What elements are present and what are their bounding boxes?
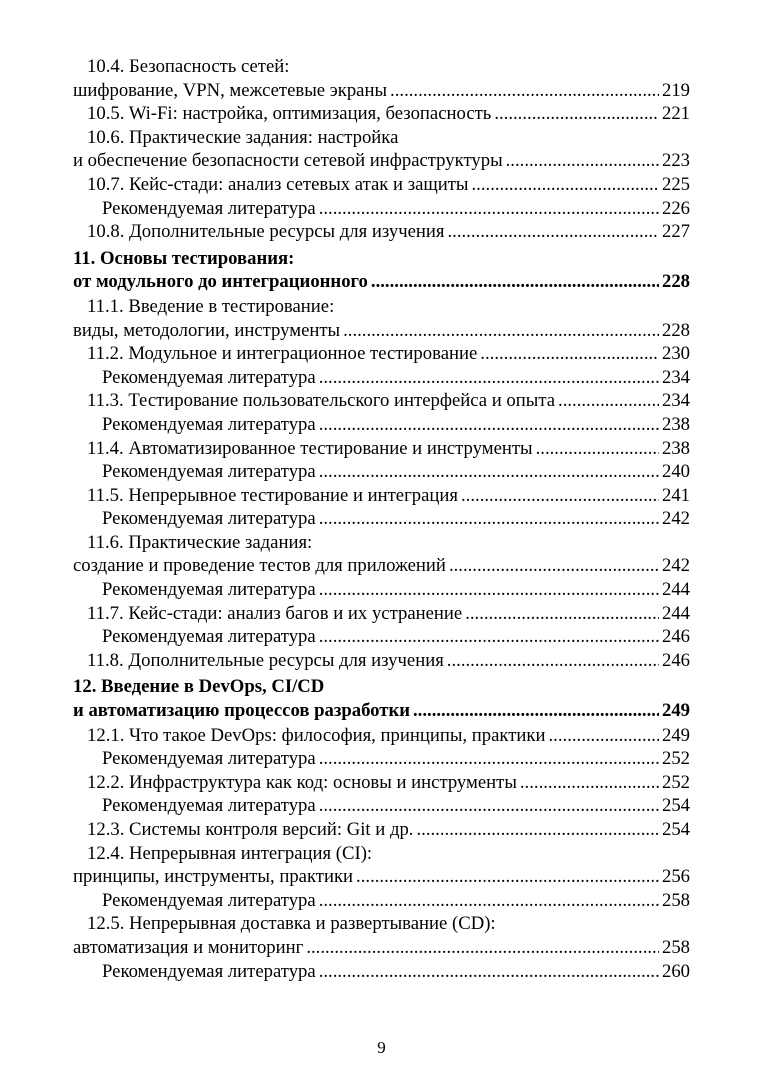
- page-number: 9: [377, 1038, 386, 1057]
- toc-entry-title: 12.1. Что такое DevOps: философия, принципы, практики: [87, 724, 546, 746]
- dot-leader: [371, 270, 659, 294]
- toc-entry[interactable]: [73, 960, 690, 984]
- toc-entry-page: 227: [661, 221, 690, 243]
- toc-entry-page: 256: [661, 866, 690, 888]
- toc-entry[interactable]: [73, 126, 690, 173]
- toc-entry-page: 258: [661, 936, 690, 958]
- toc-entry-page: 246: [661, 626, 690, 648]
- dot-leader: [319, 366, 659, 390]
- dot-leader: [472, 173, 659, 197]
- dot-leader: [319, 747, 659, 771]
- toc-entry-title: шифрование, VPN, межсетевые экраны: [73, 79, 388, 101]
- toc-entry-page: 219: [661, 79, 690, 101]
- toc-entry-page: 252: [661, 748, 690, 770]
- toc-entry[interactable]: [73, 295, 690, 342]
- toc-entry-page: 225: [661, 173, 690, 195]
- toc-entry-title-line: 12.5. Непрерывная доставка и развертывание (CD):: [87, 913, 496, 935]
- toc-entry-title: Рекомендуемая литература: [102, 748, 316, 770]
- toc-entry-title: 10.5. Wi-Fi: настройка, оптимизация, безопасность: [87, 103, 492, 125]
- toc-entry-page: 241: [661, 484, 690, 506]
- toc-entry-page: 238: [661, 437, 690, 459]
- toc-entry-page: 246: [661, 649, 690, 671]
- table-of-contents: [73, 55, 690, 983]
- toc-entry-title: Рекомендуемая литература: [102, 366, 316, 388]
- toc-entry[interactable]: [73, 747, 690, 771]
- toc-entry-page: 240: [661, 461, 690, 483]
- dot-leader: [319, 625, 659, 649]
- dot-leader: [461, 484, 659, 508]
- dot-leader: [319, 960, 659, 984]
- dot-leader: [390, 79, 659, 103]
- dot-leader: [319, 889, 659, 913]
- toc-entry[interactable]: [73, 366, 690, 390]
- dot-leader: [447, 649, 659, 673]
- dot-leader: [480, 342, 659, 366]
- toc-entry-title: Рекомендуемая литература: [102, 889, 316, 911]
- toc-entry-title: Рекомендуемая литература: [102, 579, 316, 601]
- toc-entry-page: 242: [661, 508, 690, 530]
- toc-entry[interactable]: [73, 197, 690, 221]
- dot-leader: [319, 413, 659, 437]
- dot-leader: [319, 578, 659, 602]
- toc-entry-title: 10.7. Кейс-стади: анализ сетевых атак и защиты: [87, 173, 469, 195]
- toc-entry-page: 260: [661, 960, 690, 982]
- toc-entry-title: Рекомендуемая литература: [102, 508, 316, 530]
- toc-entry[interactable]: [73, 55, 690, 102]
- toc-entry-title: Рекомендуемая литература: [102, 461, 316, 483]
- toc-entry-page: 252: [661, 771, 690, 793]
- toc-entry-page: 234: [661, 366, 690, 388]
- toc-entry-title: от модульного до интеграционного: [73, 271, 368, 293]
- toc-entry-page: 244: [661, 602, 690, 624]
- dot-leader: [319, 460, 659, 484]
- dot-leader: [319, 197, 659, 221]
- toc-entry[interactable]: [73, 173, 690, 197]
- toc-entry[interactable]: [73, 507, 690, 531]
- dot-leader: [413, 699, 659, 723]
- toc-entry-title: и автоматизацию процессов разработки: [73, 700, 410, 722]
- toc-entry-title-line: 11. Основы тестирования:: [73, 247, 295, 269]
- toc-entry[interactable]: [73, 389, 690, 413]
- toc-entry[interactable]: [73, 460, 690, 484]
- toc-entry-title: Рекомендуемая литература: [102, 960, 316, 982]
- toc-entry[interactable]: [73, 102, 690, 126]
- toc-entry[interactable]: [73, 413, 690, 437]
- toc-entry-page: 223: [661, 150, 690, 172]
- toc-entry-page: 258: [661, 889, 690, 911]
- toc-entry-title: Рекомендуемая литература: [102, 795, 316, 817]
- dot-leader: [536, 437, 659, 461]
- toc-entry-page: 254: [661, 795, 690, 817]
- toc-entry-title-line: 11.1. Введение в тестирование:: [87, 295, 335, 317]
- toc-entry[interactable]: [73, 912, 690, 959]
- toc-entry[interactable]: [73, 649, 690, 673]
- toc-entry-title: 11.7. Кейс-стади: анализ багов и их устранение: [87, 602, 463, 624]
- toc-entry[interactable]: [73, 842, 690, 889]
- toc-entry[interactable]: [73, 818, 690, 842]
- toc-entry-page: 242: [661, 555, 690, 577]
- toc-entry[interactable]: [73, 342, 690, 366]
- toc-entry-title-line: 12. Введение в DevOps, CI/CD: [73, 676, 325, 698]
- toc-entry[interactable]: [73, 578, 690, 602]
- toc-entry-title: 12.3. Системы контроля версий: Git и др.: [87, 819, 414, 840]
- toc-entry[interactable]: [73, 220, 690, 244]
- toc-entry-title: автоматизация и мониторинг: [73, 936, 304, 958]
- toc-entry-page: 228: [661, 271, 690, 293]
- toc-entry-title: 11.3. Тестирование пользовательского интерфейса и опыта: [87, 390, 556, 412]
- dot-leader: [356, 865, 659, 889]
- dot-leader: [447, 220, 658, 244]
- toc-entry-page: 254: [661, 819, 690, 840]
- toc-entry-title: виды, методологии, инструменты: [73, 319, 341, 341]
- toc-entry-page: 238: [661, 413, 690, 435]
- toc-entry-title: 11.5. Непрерывное тестирование и интеграция: [87, 484, 458, 506]
- toc-entry[interactable]: [73, 437, 690, 461]
- toc-entry[interactable]: [73, 625, 690, 649]
- toc-entry-page: 234: [661, 390, 690, 412]
- dot-leader: [549, 724, 659, 748]
- toc-entry-title-line: 10.6. Практические задания: настройка: [87, 126, 399, 148]
- dot-leader: [494, 102, 659, 126]
- toc-entry[interactable]: [73, 484, 690, 508]
- dot-leader: [520, 771, 659, 795]
- dot-leader: [558, 389, 659, 413]
- dot-leader: [506, 149, 659, 173]
- toc-entry[interactable]: [73, 771, 690, 795]
- toc-entry-page: 226: [661, 197, 690, 219]
- toc-entry-title: создание и проведение тестов для приложений: [73, 555, 446, 577]
- toc-entry-title: и обеспечение безопасности сетевой инфраструктуры: [73, 150, 503, 172]
- toc-entry-title: 10.8. Дополнительные ресурсы для изучения: [87, 221, 445, 243]
- toc-entry-title-line: 10.4. Безопасность сетей:: [87, 56, 290, 77]
- dot-leader: [319, 794, 659, 818]
- toc-entry[interactable]: [73, 602, 690, 626]
- toc-entry-title: 12.2. Инфраструктура как код: основы и инструменты: [87, 771, 517, 793]
- toc-entry-title: принципы, инструменты, практики: [73, 866, 354, 888]
- toc-entry[interactable]: [73, 889, 690, 913]
- toc-entry-page: 230: [661, 343, 690, 365]
- toc-entry-title-line: 11.6. Практические задания:: [87, 531, 313, 553]
- dot-leader: [319, 507, 659, 531]
- toc-entry[interactable]: [73, 531, 690, 578]
- toc-entry[interactable]: [73, 724, 690, 748]
- dot-leader: [449, 554, 659, 578]
- toc-entry-title-line: 12.4. Непрерывная интеграция (CI):: [87, 842, 373, 864]
- toc-entry[interactable]: [73, 794, 690, 818]
- toc-entry-title: Рекомендуемая литература: [102, 197, 316, 219]
- toc-entry-page: 221: [661, 103, 690, 125]
- toc-entry-page: 244: [661, 579, 690, 601]
- toc-entry-title: Рекомендуемая литература: [102, 413, 316, 435]
- dot-leader: [465, 602, 659, 626]
- toc-entry-title: 11.8. Дополнительные ресурсы для изучения: [87, 649, 444, 671]
- toc-chapter[interactable]: [73, 675, 690, 722]
- toc-entry-title: 11.4. Автоматизированное тестирование и инструменты: [87, 437, 533, 459]
- dot-leader: [416, 818, 658, 842]
- dot-leader: [343, 319, 659, 343]
- toc-entry-page: 228: [661, 319, 690, 341]
- toc-entry-title: Рекомендуемая литература: [102, 626, 316, 648]
- dot-leader: [306, 936, 659, 960]
- toc-entry-title: 11.2. Модульное и интеграционное тестирование: [87, 343, 478, 365]
- toc-chapter[interactable]: [73, 247, 690, 294]
- toc-entry-page: 249: [661, 700, 690, 722]
- toc-entry-page: 249: [661, 724, 690, 746]
